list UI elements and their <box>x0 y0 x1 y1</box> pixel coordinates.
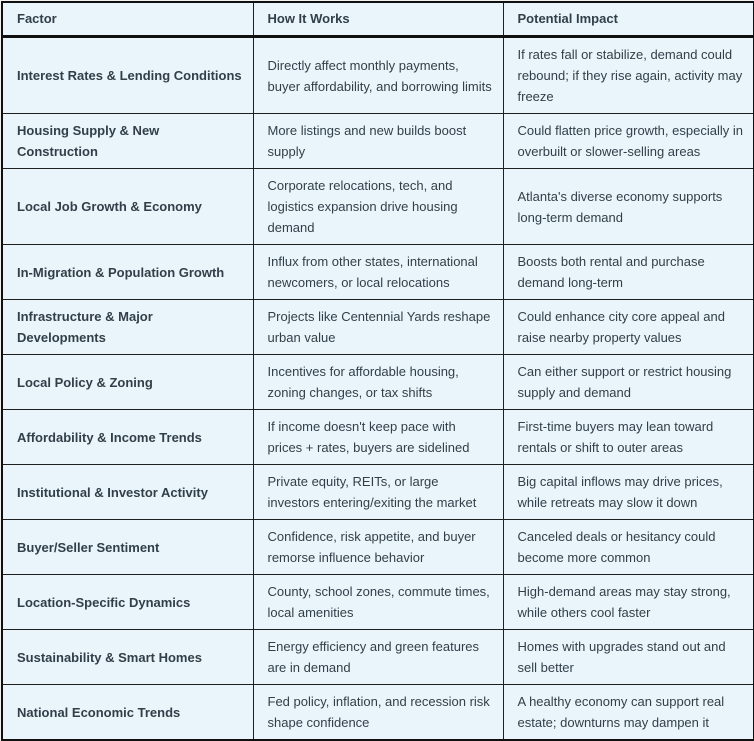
potential-impact-cell: High-demand areas may stay strong, while others cool faster <box>503 575 754 630</box>
how-it-works-cell: Corporate relocations, tech, and logistics expansion drive housing demand <box>253 169 503 245</box>
potential-impact-cell: If rates fall or stabilize, demand could rebound; if they rise again, activity may freeze <box>503 37 754 114</box>
factor-cell: Housing Supply & New Construction <box>2 114 253 169</box>
how-it-works-cell: County, school zones, commute times, local amenities <box>253 575 503 630</box>
how-it-works-cell: More listings and new builds boost supply <box>253 114 503 169</box>
potential-impact-cell: Homes with upgrades stand out and sell better <box>503 630 754 685</box>
table-row <box>2 520 754 575</box>
table-row <box>2 37 754 114</box>
table-row <box>2 410 754 465</box>
potential-impact-cell: Can either support or restrict housing supply and demand <box>503 355 754 410</box>
potential-impact-cell: Canceled deals or hesitancy could become more common <box>503 520 754 575</box>
potential-impact-cell: First-time buyers may lean toward rentals or shift to outer areas <box>503 410 754 465</box>
potential-impact-cell: Big capital inflows may drive prices, while retreats may slow it down <box>503 465 754 520</box>
table-row <box>2 245 754 300</box>
table-body <box>2 37 754 741</box>
table-header <box>2 2 754 37</box>
factor-cell: Local Policy & Zoning <box>2 355 253 410</box>
factor-cell: Sustainability & Smart Homes <box>2 630 253 685</box>
column-header-potential-impact: Potential Impact <box>503 2 754 37</box>
potential-impact-cell: Could flatten price growth, especially in overbuilt or slower-selling areas <box>503 114 754 169</box>
table-row <box>2 169 754 245</box>
how-it-works-cell: Projects like Centennial Yards reshape urban value <box>253 300 503 355</box>
potential-impact-cell: Could enhance city core appeal and raise nearby property values <box>503 300 754 355</box>
factor-cell: Buyer/Seller Sentiment <box>2 520 253 575</box>
factor-cell: Interest Rates & Lending Conditions <box>2 37 253 114</box>
how-it-works-cell: Influx from other states, international newcomers, or local relocations <box>253 245 503 300</box>
table-row <box>2 355 754 410</box>
table-row <box>2 465 754 520</box>
factor-cell: In-Migration & Population Growth <box>2 245 253 300</box>
table-row <box>2 114 754 169</box>
how-it-works-cell: Private equity, REITs, or large investors entering/exiting the market <box>253 465 503 520</box>
factor-cell: Affordability & Income Trends <box>2 410 253 465</box>
potential-impact-cell: Atlanta's diverse economy supports long-term demand <box>503 169 754 245</box>
table-row <box>2 685 754 741</box>
factor-cell: National Economic Trends <box>2 685 253 741</box>
market-factors-table <box>1 1 754 741</box>
potential-impact-cell: Boosts both rental and purchase demand long-term <box>503 245 754 300</box>
how-it-works-cell: If income doesn't keep pace with prices + rates, buyers are sidelined <box>253 410 503 465</box>
how-it-works-cell: Fed policy, inflation, and recession risk shape confidence <box>253 685 503 741</box>
how-it-works-cell: Confidence, risk appetite, and buyer remorse influence behavior <box>253 520 503 575</box>
table-row <box>2 300 754 355</box>
factor-cell: Infrastructure & Major Developments <box>2 300 253 355</box>
header-row <box>2 2 754 37</box>
how-it-works-cell: Directly affect monthly payments, buyer affordability, and borrowing limits <box>253 37 503 114</box>
factor-cell: Local Job Growth & Economy <box>2 169 253 245</box>
how-it-works-cell: Energy efficiency and green features are in demand <box>253 630 503 685</box>
column-header-factor: Factor <box>2 2 253 37</box>
factor-cell: Location-Specific Dynamics <box>2 575 253 630</box>
column-header-how-it-works: How It Works <box>253 2 503 37</box>
potential-impact-cell: A healthy economy can support real estate; downturns may dampen it <box>503 685 754 741</box>
table-row <box>2 630 754 685</box>
how-it-works-cell: Incentives for affordable housing, zoning changes, or tax shifts <box>253 355 503 410</box>
table-row <box>2 575 754 630</box>
factor-cell: Institutional & Investor Activity <box>2 465 253 520</box>
